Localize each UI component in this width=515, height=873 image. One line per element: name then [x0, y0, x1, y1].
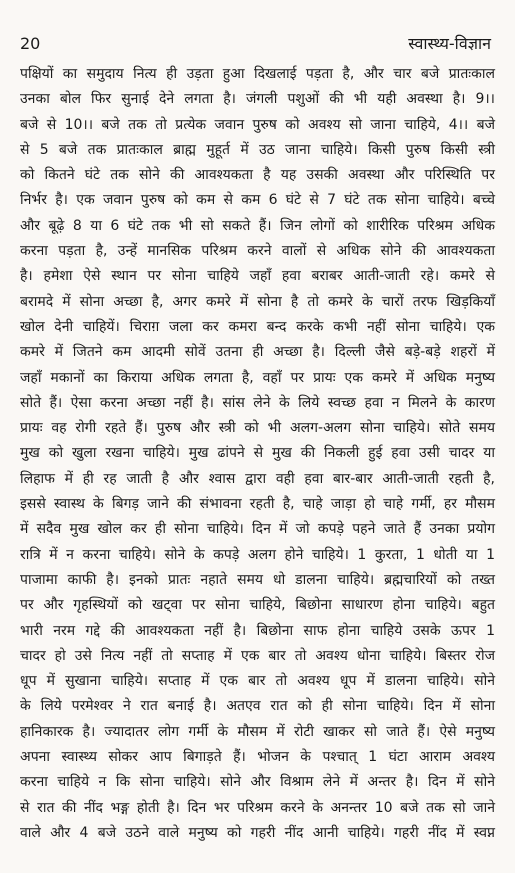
text-line: है। हमेशा ऐसे स्थान पर सोना चाहिये जहाँ हवा बराबर आती-जाती रहे। कमरे से — [20, 268, 495, 285]
text-line: खोल देनी चाहियें। चिराग़ जला कर कमरा बन्द करके कभी नहीं सोना चाहिये। एक — [20, 318, 495, 335]
text-line: के लिये परमेश्वर ने रात बनाई है। अतएव रात को ही सोना चाहिये। दिन में सोना — [20, 698, 495, 715]
text-line: रात्रि में न करना चाहिये। सोने के कपड़े अलग होने चाहिये। 1 कुरता, 1 धोती या 1 — [20, 546, 495, 563]
text-line: इससे स्वास्थ के बिगड़ जाने की संभावना रहती है, चाहे जाड़ा हो चाहे गर्मी, हर मौसम — [20, 496, 495, 513]
text-line: करना चाहिये न कि सोना चाहिये। सोने और विश्राम लेने में अन्तर है। दिन में सोने — [20, 774, 495, 791]
text-line: अपना स्वास्थ्य सोकर आप बिगाड़ते हैं। भोजन के पश्चात् 1 घंटा आराम अवश्य — [20, 749, 495, 766]
page-header — [20, 28, 495, 58]
text-line: निर्भर है। एक जवान पुरुष को कम से कम 6 घंटे से 7 घंटे तक सोना चाहिये। बच्चे — [20, 192, 495, 209]
text-line: भारी नरम गद्दे की आवश्यकता नहीं है। बिछोना साफ होना चाहिये उसके ऊपर 1 — [20, 622, 495, 639]
text-line: पर और गृहस्थियों को खट्वा पर सोना चाहिये, बिछोना साधारण होना चाहिये। बहुत — [20, 597, 495, 614]
text-line: हानिकारक है। ज्यादातर लोग गर्मी के मौसम में रोटी खाकर सो जाते हैं। ऐसे मनुष्य — [20, 723, 495, 740]
text-line: प्रायः वह रोगी रहते हैं। पुरुष और स्त्री को भी अलग-अलग सोना चाहिये। सोते समय — [20, 420, 495, 437]
text-line: पाजामा काफी है। इनको प्रातः नहाते समय धो डालना चाहिये। ब्रह्मचारियों को तख्त — [20, 571, 495, 588]
text-line: उनका बोल फिर सुनाई देने लगता है। जंगली पशुओं की भी यही अवस्था है। 9।। — [20, 91, 495, 108]
text-line: लिहाफ में ही रह जाती है और श्वास द्वारा वही हवा बार-बार आती-जाती रहती है, — [20, 470, 495, 487]
text-line: में सदैव मुख खोल कर ही सोना चाहिये। दिन में जो कपड़े पहने जाते हैं उनका प्रयोग — [20, 521, 495, 538]
text-line: को कितने घंटे तक सोने की आवश्यकता है यह उसकी अवस्था और परिस्थिति पर — [20, 167, 495, 184]
text-line: सोते हैं। ऐसा करना अच्छा नहीं है। सांस लेने के लिये स्वच्छ हवा न मिलने के कारण — [20, 394, 495, 411]
text-line: से 5 बजे तक प्रातःकाल ब्राह्म मुहूर्त में उठ जाना चाहिये। किसी पुरुष किसी स्त्री — [20, 141, 495, 158]
body-paragraph — [20, 62, 495, 846]
text-line: चादर हो उसे नित्य नहीं तो सप्ताह में एक बार तो अवश्य धोना चाहिये। बिस्तर रोज — [20, 647, 495, 664]
text-line: बजे से 10।। बजे तक तो प्रत्येक जवान पुरुष को अवश्य सो जाना चाहिये, 4।। बजे — [20, 116, 495, 133]
running-title: स्वास्थ्य-विज्ञान — [408, 34, 491, 53]
text-line: और बूढ़े 8 या 6 घंटे तक भी सो सकते हैं। जिन लोगों को शारीरिक परिश्रम अधिक — [20, 217, 495, 234]
text-line: कमरे में जितने कम आदमी सोवें उतना ही अच्छा है। दिल्ली जैसे बड़े-बड़े शहरों में — [20, 344, 495, 361]
page-number: 20 — [20, 34, 41, 53]
text-line: मुख को खुला रखना चाहिये। मुख ढांपने से मुख की निकली हुई हवा उसी चादर या — [20, 445, 495, 462]
text-line: बरामदे में सोना अच्छा है, अगर कमरे में सोना है तो कमरे के चारों तरफ खिड़कियाँ — [20, 293, 495, 310]
text-line: करना पड़ता है, उन्हें मानसिक परिश्रम करने वालों से अधिक सोने की आवश्यकता — [20, 243, 495, 260]
text-line: से रात की नींद भङ्ग होती है। दिन भर परिश्रम करने के अनन्तर 10 बजे तक सो जाने — [20, 799, 495, 816]
text-line: पक्षियों का समुदाय नित्य ही उड़ता हुआ दिखलाई पड़ता है, और चार बजे प्रातःकाल — [20, 66, 495, 82]
text-line: धूप में सुखाना चाहिये। सप्ताह में एक बार तो अवश्य धूप में डालना चाहिये। सोने — [20, 673, 495, 690]
text-line: वाले और 4 बजे उठने वाले मनुष्य को गहरी नींद आनी चाहिये। गहरी नींद में स्वप्न — [20, 824, 495, 841]
text-line: जहाँ मकानों का किराया अधिक लगता है, वहाँ पर प्रायः एक कमरे में अधिक मनुष्य — [20, 369, 495, 386]
